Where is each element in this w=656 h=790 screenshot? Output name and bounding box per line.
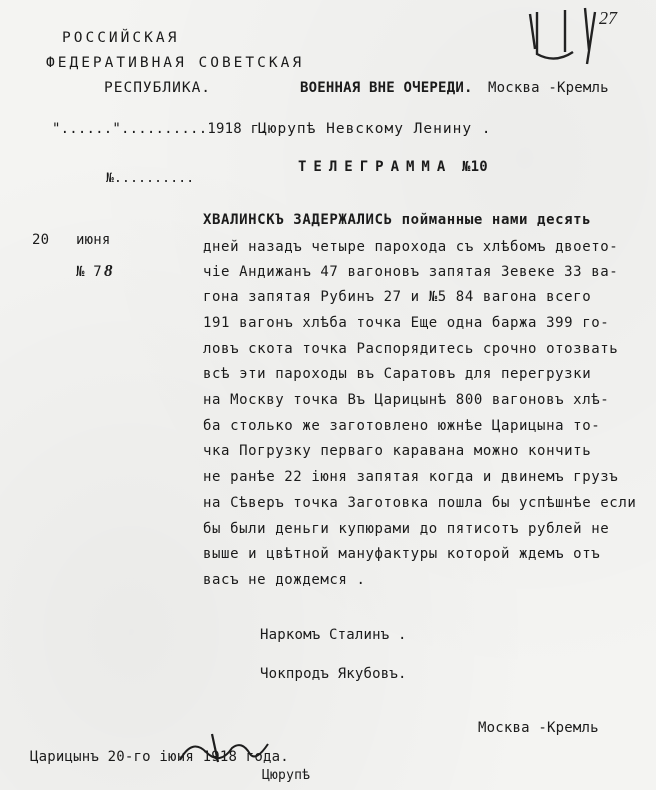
body-line-10: чка Погрузку перваго каравана можно кончить [203,443,592,459]
body-line-13: бы были деньги купюрами до пятисотъ рублей не [203,521,610,537]
margin-handwritten-number: 8 [104,261,113,280]
body-line-1: ХВАЛИНСКЪ ЗАДЕРЖАЛИСЬ пойманные нами десять [203,212,592,228]
telegram-title: ТЕЛЕГРАММА [298,159,453,175]
margin-date-day: 20 [32,232,50,248]
number-blank: №.......... [106,171,195,186]
body-line-12: на Сѣверъ точка Заготовка пошла бы успѣшнѣе если [203,495,637,511]
signature-chokprod: Чокпродъ Якубовъ. [260,666,407,682]
body-line-2: дней назадъ четыре парохода съ хлѣбомъ двоето- [203,239,619,255]
destination-header: Москва -Кремль [488,80,609,96]
body-line-7: всѣ эти пароходы въ Саратовъ для перегрузки [203,366,592,382]
date-blank: "......"..........1918 г. [52,121,268,137]
footer-copy-to: Цюрупѣ [262,768,311,783]
body-line-9: ба столько же заготовлено южнѣе Царицына то- [203,418,601,434]
body-line-3: чіе Андижанъ 47 вагоновъ запятая Зевеке 33 ва- [203,264,619,280]
archive-number-mark [525,4,635,66]
archive-sub-number: 27 [599,8,617,28]
margin-date-month: июня [76,232,111,248]
body-line-5: 191 вагонъ хлѣба точка Еще одна баржа 399 го- [203,315,610,331]
body-line-15: васъ не дождемся . [203,572,366,588]
priority-mark: ВОЕННАЯ ВНЕ ОЧЕРЕДИ. [300,80,473,96]
republic-line-1: РОССИЙСКАЯ [62,30,180,46]
signature-narkom: Наркомъ Сталинъ . [260,627,407,643]
footer-location: Москва -Кремль [478,720,599,736]
body-line-11: не ранѣе 22 іюня запятая когда и двинемъ грузъ [203,469,619,485]
republic-line-3: РЕСПУБЛИКА. [104,80,212,96]
republic-line-2: ФЕДЕРАТИВНАЯ СОВЕТСКАЯ [46,55,305,71]
recipients: Цюрупѣ Невскому Ленину . [258,121,492,137]
body-line-14: выше и цвѣтной мануфактуры которой ждемъ отъ [203,546,601,562]
body-line-8: на Москву точка Въ Царицынѣ 800 вагоновъ хлѣ- [203,392,610,408]
footer-place-date: Царицынъ 20-го іюня 1918 года. [30,749,289,765]
handwritten-signature [172,730,292,770]
body-line-6: ловъ скота точка Распорядитесь срочно отозвать [203,341,619,357]
telegram-number: №10 [462,159,488,175]
body-line-4: гона запятая Рубинъ 27 и №5 84 вагона всего [203,289,592,305]
margin-number: № 7 [76,264,102,280]
